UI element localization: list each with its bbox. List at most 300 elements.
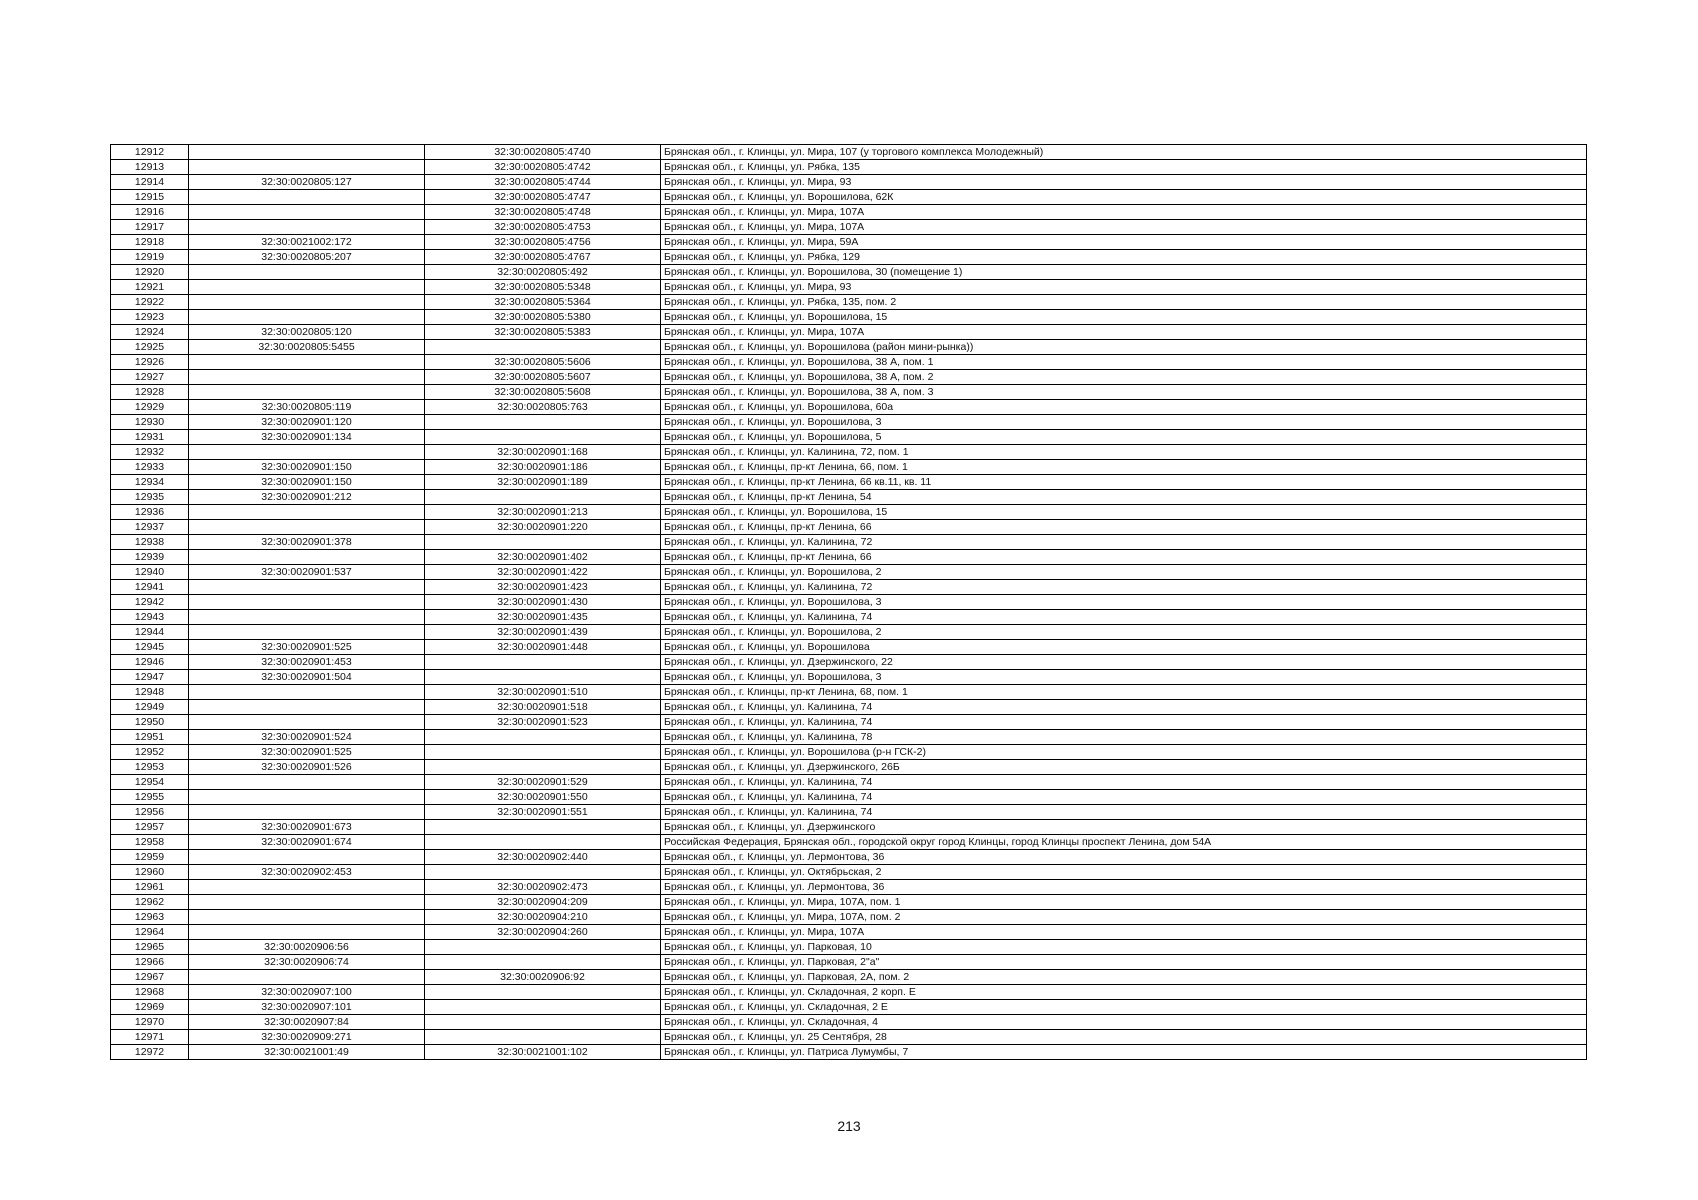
cadastral-number-cell: 32:30:0020901:453	[189, 655, 425, 670]
table-row	[111, 220, 1587, 235]
object-cadastral-number-cell: 32:30:0020805:4744	[425, 175, 661, 190]
row-number-cell: 12965	[111, 940, 189, 955]
row-number-cell: 12939	[111, 550, 189, 565]
cadastral-number-cell: 32:30:0020901:537	[189, 565, 425, 580]
row-number-cell: 12936	[111, 505, 189, 520]
object-cadastral-number-cell: 32:30:0020901:550	[425, 790, 661, 805]
address-cell: Брянская обл., г. Клинцы, ул. Ворошилова	[661, 640, 1587, 655]
cadastral-number-cell	[189, 505, 425, 520]
table-row	[111, 1015, 1587, 1030]
address-cell: Брянская обл., г. Клинцы, ул. Ворошилова, 2	[661, 625, 1587, 640]
row-number-cell: 12941	[111, 580, 189, 595]
table-row	[111, 160, 1587, 175]
row-number-cell: 12926	[111, 355, 189, 370]
row-number-cell: 12955	[111, 790, 189, 805]
address-cell: Брянская обл., г. Клинцы, ул. Мира, 107А, пом. 2	[661, 910, 1587, 925]
object-cadastral-number-cell: 32:30:0020805:4747	[425, 190, 661, 205]
table-row	[111, 415, 1587, 430]
object-cadastral-number-cell: 32:30:0020805:5364	[425, 295, 661, 310]
object-cadastral-number-cell: 32:30:0020904:260	[425, 925, 661, 940]
address-cell: Брянская обл., г. Клинцы, ул. Ворошилова, 62К	[661, 190, 1587, 205]
object-cadastral-number-cell: 32:30:0020901:510	[425, 685, 661, 700]
table-row	[111, 760, 1587, 775]
address-cell: Брянская обл., г. Клинцы, пр-кт Ленина, 66	[661, 550, 1587, 565]
table-row	[111, 505, 1587, 520]
row-number-cell: 12927	[111, 370, 189, 385]
object-cadastral-number-cell	[425, 745, 661, 760]
address-cell: Брянская обл., г. Клинцы, ул. Ворошилова, 3	[661, 415, 1587, 430]
row-number-cell: 12945	[111, 640, 189, 655]
cadastral-number-cell: 32:30:0020907:101	[189, 1000, 425, 1015]
row-number-cell: 12971	[111, 1030, 189, 1045]
cadastral-number-cell: 32:30:0020901:673	[189, 820, 425, 835]
address-cell: Брянская обл., г. Клинцы, ул. Калинина, 72	[661, 535, 1587, 550]
row-number-cell: 12916	[111, 205, 189, 220]
cadastral-number-cell	[189, 205, 425, 220]
address-cell: Брянская обл., г. Клинцы, пр-кт Ленина, 66 кв.11, кв. 11	[661, 475, 1587, 490]
object-cadastral-number-cell	[425, 430, 661, 445]
table-row	[111, 460, 1587, 475]
table-row	[111, 565, 1587, 580]
address-cell: Брянская обл., г. Клинцы, пр-кт Ленина, 68, пом. 1	[661, 685, 1587, 700]
row-number-cell: 12962	[111, 895, 189, 910]
address-cell: Брянская обл., г. Клинцы, ул. Мира, 107А	[661, 325, 1587, 340]
cadastral-number-cell	[189, 370, 425, 385]
row-number-cell: 12921	[111, 280, 189, 295]
table-row	[111, 250, 1587, 265]
table-row	[111, 790, 1587, 805]
object-cadastral-number-cell	[425, 955, 661, 970]
row-number-cell: 12958	[111, 835, 189, 850]
cadastral-number-cell: 32:30:0020907:84	[189, 1015, 425, 1030]
registry-table-body	[111, 145, 1587, 1060]
object-cadastral-number-cell: 32:30:0020805:5608	[425, 385, 661, 400]
row-number-cell: 12922	[111, 295, 189, 310]
table-row	[111, 580, 1587, 595]
cadastral-number-cell	[189, 520, 425, 535]
row-number-cell: 12944	[111, 625, 189, 640]
object-cadastral-number-cell	[425, 490, 661, 505]
table-row	[111, 295, 1587, 310]
row-number-cell: 12919	[111, 250, 189, 265]
object-cadastral-number-cell: 32:30:0020901:189	[425, 475, 661, 490]
object-cadastral-number-cell: 32:30:0020901:529	[425, 775, 661, 790]
cadastral-number-cell	[189, 805, 425, 820]
object-cadastral-number-cell: 32:30:0020901:430	[425, 595, 661, 610]
address-cell: Брянская обл., г. Клинцы, ул. Калинина, 74	[661, 790, 1587, 805]
address-cell: Брянская обл., г. Клинцы, ул. Мира, 59А	[661, 235, 1587, 250]
address-cell: Брянская обл., г. Клинцы, ул. Октябрьская, 2	[661, 865, 1587, 880]
cadastral-number-cell: 32:30:0020901:525	[189, 745, 425, 760]
row-number-cell: 12953	[111, 760, 189, 775]
address-cell: Брянская обл., г. Клинцы, ул. Мира, 107А	[661, 205, 1587, 220]
object-cadastral-number-cell: 32:30:0020901:551	[425, 805, 661, 820]
cadastral-number-cell	[189, 220, 425, 235]
cadastral-number-cell: 32:30:0020907:100	[189, 985, 425, 1000]
cadastral-number-cell: 32:30:0020901:504	[189, 670, 425, 685]
table-row	[111, 175, 1587, 190]
row-number-cell: 12947	[111, 670, 189, 685]
row-number-cell: 12932	[111, 445, 189, 460]
cadastral-number-cell	[189, 265, 425, 280]
object-cadastral-number-cell: 32:30:0020805:4756	[425, 235, 661, 250]
object-cadastral-number-cell	[425, 865, 661, 880]
object-cadastral-number-cell: 32:30:0020805:5380	[425, 310, 661, 325]
cadastral-number-cell	[189, 850, 425, 865]
table-row	[111, 490, 1587, 505]
address-cell: Брянская обл., г. Клинцы, ул. Мира, 93	[661, 175, 1587, 190]
row-number-cell: 12960	[111, 865, 189, 880]
address-cell: Брянская обл., г. Клинцы, ул. Ворошилова (район мини-рынка))	[661, 340, 1587, 355]
address-cell: Брянская обл., г. Клинцы, ул. Рябка, 129	[661, 250, 1587, 265]
row-number-cell: 12934	[111, 475, 189, 490]
address-cell: Брянская обл., г. Клинцы, ул. Калинина, 74	[661, 700, 1587, 715]
table-row	[111, 640, 1587, 655]
address-cell: Брянская обл., г. Клинцы, ул. Ворошилова, 3	[661, 595, 1587, 610]
object-cadastral-number-cell	[425, 1000, 661, 1015]
table-row	[111, 985, 1587, 1000]
table-row	[111, 775, 1587, 790]
object-cadastral-number-cell	[425, 670, 661, 685]
row-number-cell: 12956	[111, 805, 189, 820]
object-cadastral-number-cell: 32:30:0020805:5348	[425, 280, 661, 295]
row-number-cell: 12951	[111, 730, 189, 745]
address-cell: Брянская обл., г. Клинцы, ул. Ворошилова, 38 А, пом. 2	[661, 370, 1587, 385]
row-number-cell: 12914	[111, 175, 189, 190]
table-row	[111, 535, 1587, 550]
cadastral-number-cell	[189, 610, 425, 625]
cadastral-number-cell: 32:30:0020805:207	[189, 250, 425, 265]
object-cadastral-number-cell: 32:30:0020901:435	[425, 610, 661, 625]
row-number-cell: 12935	[111, 490, 189, 505]
address-cell: Брянская обл., г. Клинцы, ул. Калинина, 74	[661, 610, 1587, 625]
object-cadastral-number-cell	[425, 535, 661, 550]
object-cadastral-number-cell: 32:30:0020902:440	[425, 850, 661, 865]
row-number-cell: 12972	[111, 1045, 189, 1060]
address-cell: Брянская обл., г. Клинцы, ул. Рябка, 135, пом. 2	[661, 295, 1587, 310]
address-cell: Брянская обл., г. Клинцы, ул. Ворошилова, 15	[661, 505, 1587, 520]
address-cell: Российская Федерация, Брянская обл., городской округ город Клинцы, город Клинцы проспект Ленина, дом 54А	[661, 835, 1587, 850]
table-row	[111, 700, 1587, 715]
row-number-cell: 12954	[111, 775, 189, 790]
address-cell: Брянская обл., г. Клинцы, ул. Парковая, 2А, пом. 2	[661, 970, 1587, 985]
table-row	[111, 910, 1587, 925]
address-cell: Брянская обл., г. Клинцы, ул. Мира, 107А, пом. 1	[661, 895, 1587, 910]
object-cadastral-number-cell: 32:30:0020805:4753	[425, 220, 661, 235]
address-cell: Брянская обл., г. Клинцы, ул. Ворошилова, 38 А, пом. 1	[661, 355, 1587, 370]
table-row	[111, 340, 1587, 355]
table-row	[111, 280, 1587, 295]
object-cadastral-number-cell	[425, 415, 661, 430]
table-row	[111, 190, 1587, 205]
address-cell: Брянская обл., г. Клинцы, ул. Лермонтова, 36	[661, 880, 1587, 895]
object-cadastral-number-cell: 32:30:0020805:4742	[425, 160, 661, 175]
table-row	[111, 400, 1587, 415]
object-cadastral-number-cell	[425, 835, 661, 850]
address-cell: Брянская обл., г. Клинцы, ул. Дзержинского, 22	[661, 655, 1587, 670]
object-cadastral-number-cell: 32:30:0020902:473	[425, 880, 661, 895]
object-cadastral-number-cell: 32:30:0020904:210	[425, 910, 661, 925]
object-cadastral-number-cell: 32:30:0020805:5606	[425, 355, 661, 370]
cadastral-number-cell: 32:30:0020909:271	[189, 1030, 425, 1045]
cadastral-number-cell	[189, 280, 425, 295]
row-number-cell: 12948	[111, 685, 189, 700]
address-cell: Брянская обл., г. Клинцы, ул. Мира, 107А	[661, 925, 1587, 940]
object-cadastral-number-cell	[425, 655, 661, 670]
object-cadastral-number-cell: 32:30:0020805:492	[425, 265, 661, 280]
row-number-cell: 12923	[111, 310, 189, 325]
row-number-cell: 12940	[111, 565, 189, 580]
row-number-cell: 12950	[111, 715, 189, 730]
cadastral-number-cell: 32:30:0020901:526	[189, 760, 425, 775]
table-row	[111, 805, 1587, 820]
address-cell: Брянская обл., г. Клинцы, ул. Калинина, 74	[661, 715, 1587, 730]
cadastral-number-cell: 32:30:0020901:212	[189, 490, 425, 505]
table-row	[111, 445, 1587, 460]
cadastral-number-cell	[189, 790, 425, 805]
table-row	[111, 1000, 1587, 1015]
row-number-cell: 12946	[111, 655, 189, 670]
address-cell: Брянская обл., г. Клинцы, ул. Дзержинского	[661, 820, 1587, 835]
address-cell: Брянская обл., г. Клинцы, ул. Парковая, 10	[661, 940, 1587, 955]
row-number-cell: 12912	[111, 145, 189, 160]
row-number-cell: 12937	[111, 520, 189, 535]
object-cadastral-number-cell: 32:30:0020901:422	[425, 565, 661, 580]
object-cadastral-number-cell: 32:30:0020904:209	[425, 895, 661, 910]
table-row	[111, 655, 1587, 670]
table-row	[111, 475, 1587, 490]
address-cell: Брянская обл., г. Клинцы, ул. 25 Сентября, 28	[661, 1030, 1587, 1045]
row-number-cell: 12920	[111, 265, 189, 280]
cadastral-number-cell: 32:30:0020906:74	[189, 955, 425, 970]
row-number-cell: 12918	[111, 235, 189, 250]
cadastral-number-cell	[189, 910, 425, 925]
object-cadastral-number-cell: 32:30:0020805:763	[425, 400, 661, 415]
address-cell: Брянская обл., г. Клинцы, пр-кт Ленина, 54	[661, 490, 1587, 505]
table-row	[111, 145, 1587, 160]
cadastral-number-cell	[189, 715, 425, 730]
row-number-cell: 12964	[111, 925, 189, 940]
table-row	[111, 835, 1587, 850]
row-number-cell: 12961	[111, 880, 189, 895]
table-row	[111, 955, 1587, 970]
cadastral-number-cell	[189, 160, 425, 175]
address-cell: Брянская обл., г. Клинцы, ул. Ворошилова (р-н ГСК-2)	[661, 745, 1587, 760]
object-cadastral-number-cell	[425, 730, 661, 745]
object-cadastral-number-cell	[425, 940, 661, 955]
address-cell: Брянская обл., г. Клинцы, ул. Калинина, 78	[661, 730, 1587, 745]
object-cadastral-number-cell: 32:30:0020901:220	[425, 520, 661, 535]
table-row	[111, 745, 1587, 760]
object-cadastral-number-cell: 32:30:0020901:423	[425, 580, 661, 595]
row-number-cell: 12969	[111, 1000, 189, 1015]
table-row	[111, 430, 1587, 445]
object-cadastral-number-cell: 32:30:0020901:518	[425, 700, 661, 715]
row-number-cell: 12924	[111, 325, 189, 340]
cadastral-number-cell	[189, 895, 425, 910]
table-row	[111, 205, 1587, 220]
cadastral-number-cell: 32:30:0021001:49	[189, 1045, 425, 1060]
row-number-cell: 12913	[111, 160, 189, 175]
cadastral-number-cell	[189, 775, 425, 790]
cadastral-number-cell: 32:30:0020901:524	[189, 730, 425, 745]
address-cell: Брянская обл., г. Клинцы, пр-кт Ленина, 66	[661, 520, 1587, 535]
address-cell: Брянская обл., г. Клинцы, ул. Ворошилова, 60а	[661, 400, 1587, 415]
object-cadastral-number-cell: 32:30:0020805:5607	[425, 370, 661, 385]
cadastral-number-cell	[189, 595, 425, 610]
row-number-cell: 12943	[111, 610, 189, 625]
object-cadastral-number-cell: 32:30:0020805:4740	[425, 145, 661, 160]
cadastral-number-cell	[189, 625, 425, 640]
address-cell: Брянская обл., г. Клинцы, ул. Патриса Лумумбы, 7	[661, 1045, 1587, 1060]
row-number-cell: 12917	[111, 220, 189, 235]
cadastral-number-cell	[189, 925, 425, 940]
table-row	[111, 595, 1587, 610]
row-number-cell: 12930	[111, 415, 189, 430]
row-number-cell: 12915	[111, 190, 189, 205]
cadastral-number-cell	[189, 445, 425, 460]
object-cadastral-number-cell	[425, 1030, 661, 1045]
address-cell: Брянская обл., г. Клинцы, ул. Ворошилова, 3	[661, 670, 1587, 685]
table-row	[111, 940, 1587, 955]
object-cadastral-number-cell: 32:30:0020805:4767	[425, 250, 661, 265]
object-cadastral-number-cell: 32:30:0020901:168	[425, 445, 661, 460]
object-cadastral-number-cell: 32:30:0020805:5383	[425, 325, 661, 340]
address-cell: Брянская обл., г. Клинцы, ул. Складочная, 2 Е	[661, 1000, 1587, 1015]
row-number-cell: 12931	[111, 430, 189, 445]
address-cell: Брянская обл., г. Клинцы, ул. Калинина, 72, пом. 1	[661, 445, 1587, 460]
object-cadastral-number-cell: 32:30:0020805:4748	[425, 205, 661, 220]
address-cell: Брянская обл., г. Клинцы, ул. Ворошилова, 5	[661, 430, 1587, 445]
table-row	[111, 970, 1587, 985]
row-number-cell: 12938	[111, 535, 189, 550]
address-cell: Брянская обл., г. Клинцы, ул. Мира, 107А	[661, 220, 1587, 235]
object-cadastral-number-cell	[425, 340, 661, 355]
table-row	[111, 325, 1587, 340]
address-cell: Брянская обл., г. Клинцы, ул. Складочная, 2 корп. Е	[661, 985, 1587, 1000]
table-row	[111, 895, 1587, 910]
address-cell: Брянская обл., г. Клинцы, ул. Ворошилова, 15	[661, 310, 1587, 325]
cadastral-number-cell: 32:30:0020805:119	[189, 400, 425, 415]
table-row	[111, 310, 1587, 325]
cadastral-number-cell	[189, 310, 425, 325]
address-cell: Брянская обл., г. Клинцы, ул. Парковая, 2"а"	[661, 955, 1587, 970]
row-number-cell: 12967	[111, 970, 189, 985]
address-cell: Брянская обл., г. Клинцы, ул. Калинина, 72	[661, 580, 1587, 595]
address-cell: Брянская обл., г. Клинцы, ул. Лермонтова, 36	[661, 850, 1587, 865]
property-registry-table	[110, 144, 1587, 1060]
cadastral-number-cell	[189, 295, 425, 310]
table-row	[111, 685, 1587, 700]
cadastral-number-cell: 32:30:0020805:120	[189, 325, 425, 340]
table-row	[111, 880, 1587, 895]
table-row	[111, 355, 1587, 370]
row-number-cell: 12966	[111, 955, 189, 970]
object-cadastral-number-cell: 32:30:0020901:439	[425, 625, 661, 640]
object-cadastral-number-cell: 32:30:0020901:448	[425, 640, 661, 655]
address-cell: Брянская обл., г. Клинцы, ул. Ворошилова, 30 (помещение 1)	[661, 265, 1587, 280]
cadastral-number-cell	[189, 700, 425, 715]
object-cadastral-number-cell: 32:30:0021001:102	[425, 1045, 661, 1060]
address-cell: Брянская обл., г. Клинцы, ул. Калинина, 74	[661, 775, 1587, 790]
cadastral-number-cell	[189, 970, 425, 985]
table-row	[111, 550, 1587, 565]
table-row	[111, 670, 1587, 685]
table-row	[111, 820, 1587, 835]
cadastral-number-cell: 32:30:0020901:674	[189, 835, 425, 850]
cadastral-number-cell	[189, 145, 425, 160]
table-row	[111, 850, 1587, 865]
table-row	[111, 625, 1587, 640]
table-row	[111, 1030, 1587, 1045]
table-row	[111, 385, 1587, 400]
row-number-cell: 12952	[111, 745, 189, 760]
address-cell: Брянская обл., г. Клинцы, ул. Мира, 93	[661, 280, 1587, 295]
address-cell: Брянская обл., г. Клинцы, пр-кт Ленина, 66, пом. 1	[661, 460, 1587, 475]
cadastral-number-cell	[189, 880, 425, 895]
row-number-cell: 12968	[111, 985, 189, 1000]
table-row	[111, 235, 1587, 250]
cadastral-number-cell: 32:30:0020805:127	[189, 175, 425, 190]
table-row	[111, 730, 1587, 745]
object-cadastral-number-cell: 32:30:0020906:92	[425, 970, 661, 985]
row-number-cell: 12957	[111, 820, 189, 835]
address-cell: Брянская обл., г. Клинцы, ул. Ворошилова, 38 А, пом. 3	[661, 385, 1587, 400]
table-row	[111, 265, 1587, 280]
address-cell: Брянская обл., г. Клинцы, ул. Дзержинского, 26Б	[661, 760, 1587, 775]
address-cell: Брянская обл., г. Клинцы, ул. Мира, 107 (у торгового комплекса Молодежный)	[661, 145, 1587, 160]
object-cadastral-number-cell: 32:30:0020901:523	[425, 715, 661, 730]
cadastral-number-cell: 32:30:0020901:120	[189, 415, 425, 430]
table-row	[111, 610, 1587, 625]
row-number-cell: 12928	[111, 385, 189, 400]
object-cadastral-number-cell: 32:30:0020901:213	[425, 505, 661, 520]
table-row	[111, 370, 1587, 385]
address-cell: Брянская обл., г. Клинцы, ул. Складочная, 4	[661, 1015, 1587, 1030]
cadastral-number-cell: 32:30:0021002:172	[189, 235, 425, 250]
row-number-cell: 12933	[111, 460, 189, 475]
row-number-cell: 12949	[111, 700, 189, 715]
address-cell: Брянская обл., г. Клинцы, ул. Калинина, 74	[661, 805, 1587, 820]
row-number-cell: 12963	[111, 910, 189, 925]
row-number-cell: 12925	[111, 340, 189, 355]
cadastral-number-cell	[189, 355, 425, 370]
address-cell: Брянская обл., г. Клинцы, ул. Ворошилова, 2	[661, 565, 1587, 580]
cadastral-number-cell: 32:30:0020902:453	[189, 865, 425, 880]
cadastral-number-cell	[189, 385, 425, 400]
cadastral-number-cell	[189, 190, 425, 205]
object-cadastral-number-cell	[425, 820, 661, 835]
table-row	[111, 1045, 1587, 1060]
cadastral-number-cell: 32:30:0020901:134	[189, 430, 425, 445]
row-number-cell: 12959	[111, 850, 189, 865]
cadastral-number-cell	[189, 550, 425, 565]
object-cadastral-number-cell: 32:30:0020901:186	[425, 460, 661, 475]
cadastral-number-cell: 32:30:0020901:150	[189, 460, 425, 475]
table-row	[111, 520, 1587, 535]
table-row	[111, 715, 1587, 730]
row-number-cell: 12970	[111, 1015, 189, 1030]
object-cadastral-number-cell: 32:30:0020901:402	[425, 550, 661, 565]
object-cadastral-number-cell	[425, 985, 661, 1000]
object-cadastral-number-cell	[425, 760, 661, 775]
cadastral-number-cell: 32:30:0020901:378	[189, 535, 425, 550]
cadastral-number-cell	[189, 580, 425, 595]
object-cadastral-number-cell	[425, 1015, 661, 1030]
cadastral-number-cell: 32:30:0020906:56	[189, 940, 425, 955]
address-cell: Брянская обл., г. Клинцы, ул. Рябка, 135	[661, 160, 1587, 175]
row-number-cell: 12942	[111, 595, 189, 610]
